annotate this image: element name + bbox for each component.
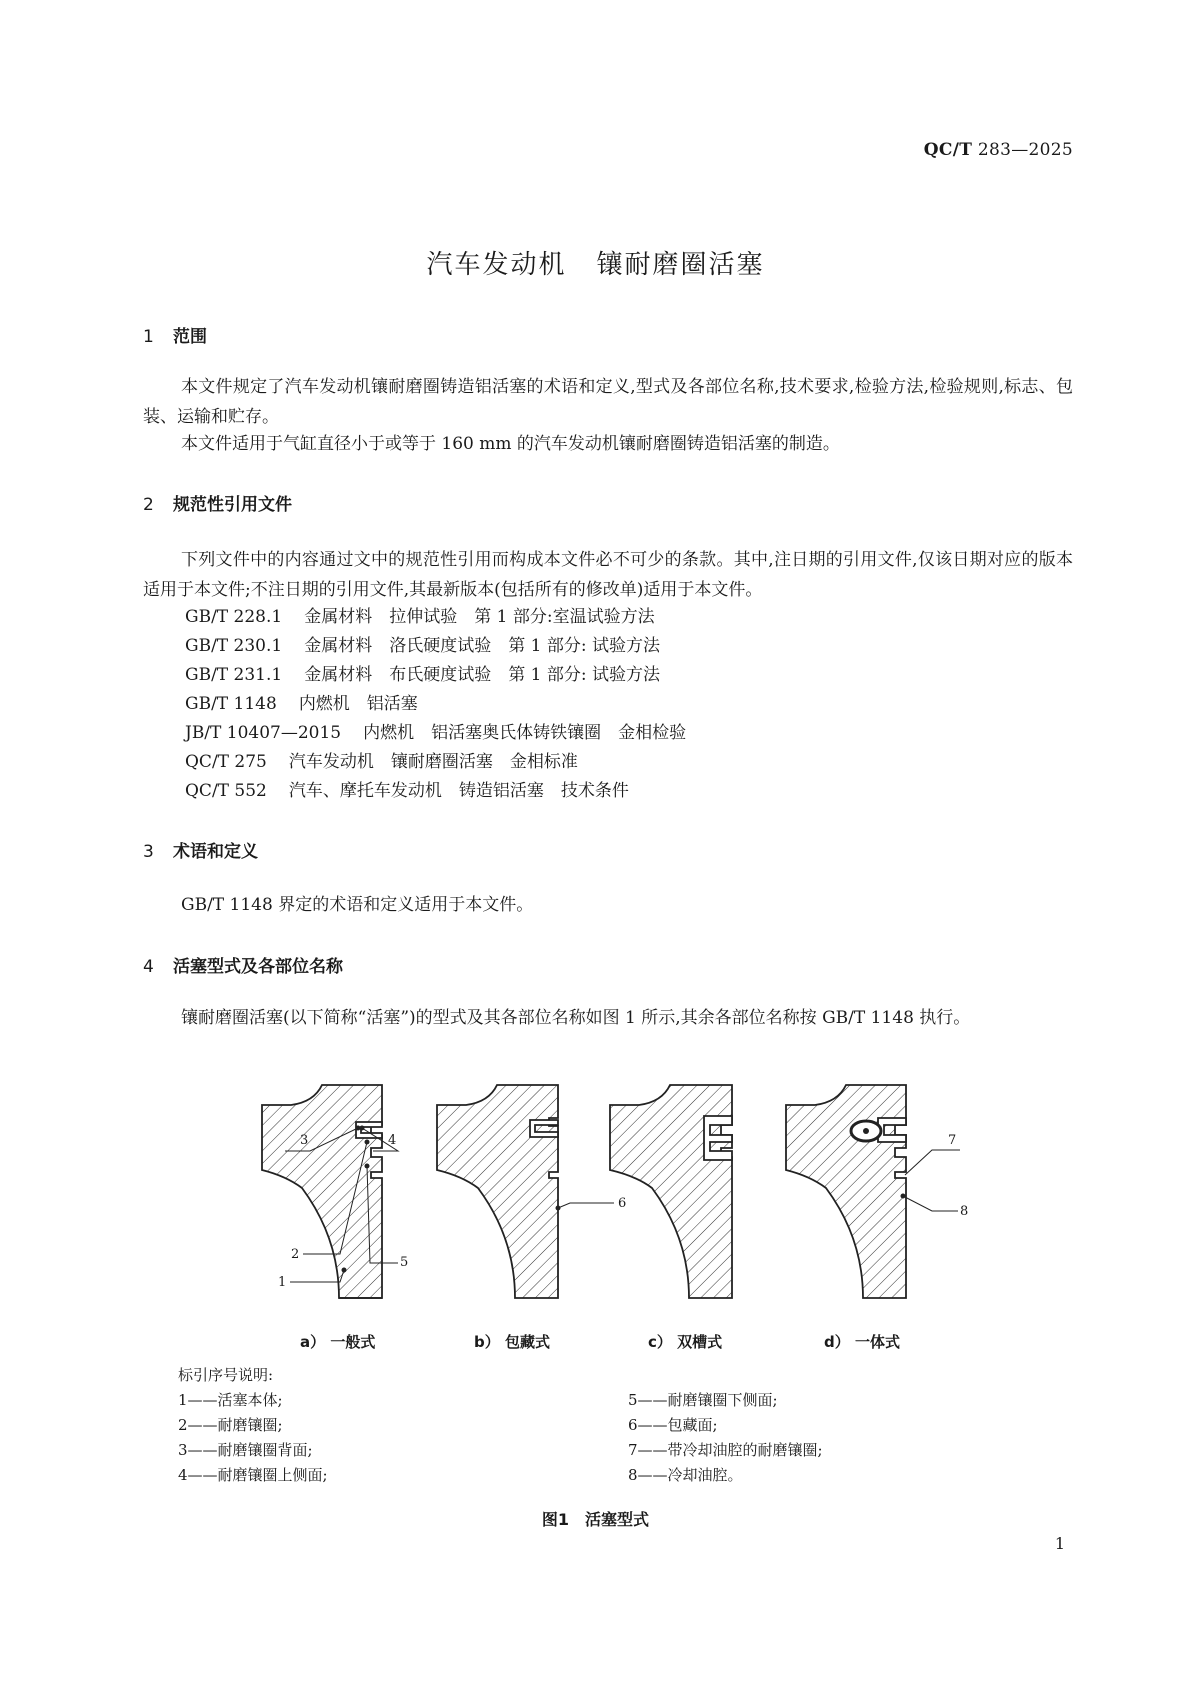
callout-2: 2 bbox=[291, 1247, 300, 1262]
piston-section-a bbox=[262, 1085, 382, 1298]
section-2-heading: 2 规范性引用文件 bbox=[143, 495, 292, 515]
section-3-heading: 3 术语和定义 bbox=[143, 842, 258, 862]
piston-types-figure bbox=[0, 1065, 1191, 1345]
reference-item: QC/T 275 汽车发动机 镶耐磨圈活塞 金相标准 bbox=[185, 752, 578, 772]
piston-section-d bbox=[786, 1085, 906, 1298]
callout-4: 4 bbox=[388, 1133, 397, 1148]
callout-1: 1 bbox=[278, 1275, 287, 1290]
legend-item: 2——耐磨镶圈; bbox=[178, 1416, 283, 1434]
piston-section-c bbox=[610, 1085, 732, 1298]
caption-d: d） 一体式 bbox=[824, 1333, 900, 1351]
caption-c: c） 双槽式 bbox=[648, 1333, 723, 1351]
callout-6: 6 bbox=[618, 1196, 627, 1211]
figure-title: 图1 活塞型式 bbox=[541, 1510, 650, 1529]
wear-ring-insert bbox=[704, 1116, 732, 1160]
section-2-para-1: 下列文件中的内容通过文中的规范性引用而构成本文件必不可少的条款。其中,注日期的引用文件,仅该日期对应的版本适用于本文件;不注日期的引用文件,其最新版本(包括所有的修改单)适用于本文件。 bbox=[143, 550, 1073, 600]
callout-3: 3 bbox=[300, 1133, 309, 1148]
reference-item: JB/T 10407—2015 内燃机 铝活塞奥氏体铸铁镶圈 金相检验 bbox=[185, 723, 687, 743]
legend-item: 6——包藏面; bbox=[628, 1416, 718, 1434]
legend-item: 5——耐磨镶圈下侧面; bbox=[628, 1391, 778, 1409]
section-4-para-1: 镶耐磨圈活塞(以下简称“活塞”)的型式及其各部位名称如图 1 所示,其余各部位名称按 GB/T 1148 执行。 bbox=[181, 1008, 971, 1028]
legend-title: 标引序号说明: bbox=[178, 1366, 274, 1384]
caption-b: b） 包藏式 bbox=[474, 1333, 550, 1351]
page-number: 1 bbox=[1054, 1534, 1065, 1553]
callout-8: 8 bbox=[960, 1204, 969, 1219]
reference-item: GB/T 228.1 金属材料 拉伸试验 第 1 部分:室温试验方法 bbox=[185, 607, 655, 627]
piston-section-b bbox=[437, 1085, 558, 1298]
reference-item: GB/T 230.1 金属材料 洛氏硬度试验 第 1 部分: 试验方法 bbox=[185, 636, 660, 656]
section-1-para-2: 本文件适用于气缸直径小于或等于 160 mm 的汽车发动机镶耐磨圈铸造铝活塞的制造。 bbox=[181, 434, 840, 454]
section-3-para-1: GB/T 1148 界定的术语和定义适用于本文件。 bbox=[181, 895, 534, 915]
section-1-para-1: 本文件规定了汽车发动机镶耐磨圈铸造铝活塞的术语和定义,型式及各部位名称,技术要求,检验方法,检验规则,标志、包装、运输和贮存。 bbox=[143, 377, 1073, 427]
document-title: 汽车发动机 镶耐磨圈活塞 bbox=[426, 250, 765, 280]
caption-a: a） 一般式 bbox=[300, 1333, 376, 1351]
section-4-heading: 4 活塞型式及各部位名称 bbox=[143, 957, 343, 977]
legend-item: 4——耐磨镶圈上侧面; bbox=[178, 1466, 328, 1484]
reference-item: GB/T 231.1 金属材料 布氏硬度试验 第 1 部分: 试验方法 bbox=[185, 665, 660, 685]
legend-item: 8——冷却油腔。 bbox=[628, 1466, 743, 1484]
callout-5: 5 bbox=[400, 1255, 409, 1270]
reference-item: QC/T 552 汽车、摩托车发动机 铸造铝活塞 技术条件 bbox=[185, 781, 629, 801]
legend-item: 7——带冷却油腔的耐磨镶圈; bbox=[628, 1441, 823, 1459]
legend-item: 3——耐磨镶圈背面; bbox=[178, 1441, 313, 1459]
reference-item: GB/T 1148 内燃机 铝活塞 bbox=[185, 694, 418, 714]
standard-number: QC/T 283—2025 bbox=[923, 140, 1073, 160]
section-1-heading: 1 范围 bbox=[143, 327, 207, 347]
legend-item: 1——活塞本体; bbox=[178, 1391, 283, 1409]
callout-7: 7 bbox=[948, 1133, 957, 1148]
